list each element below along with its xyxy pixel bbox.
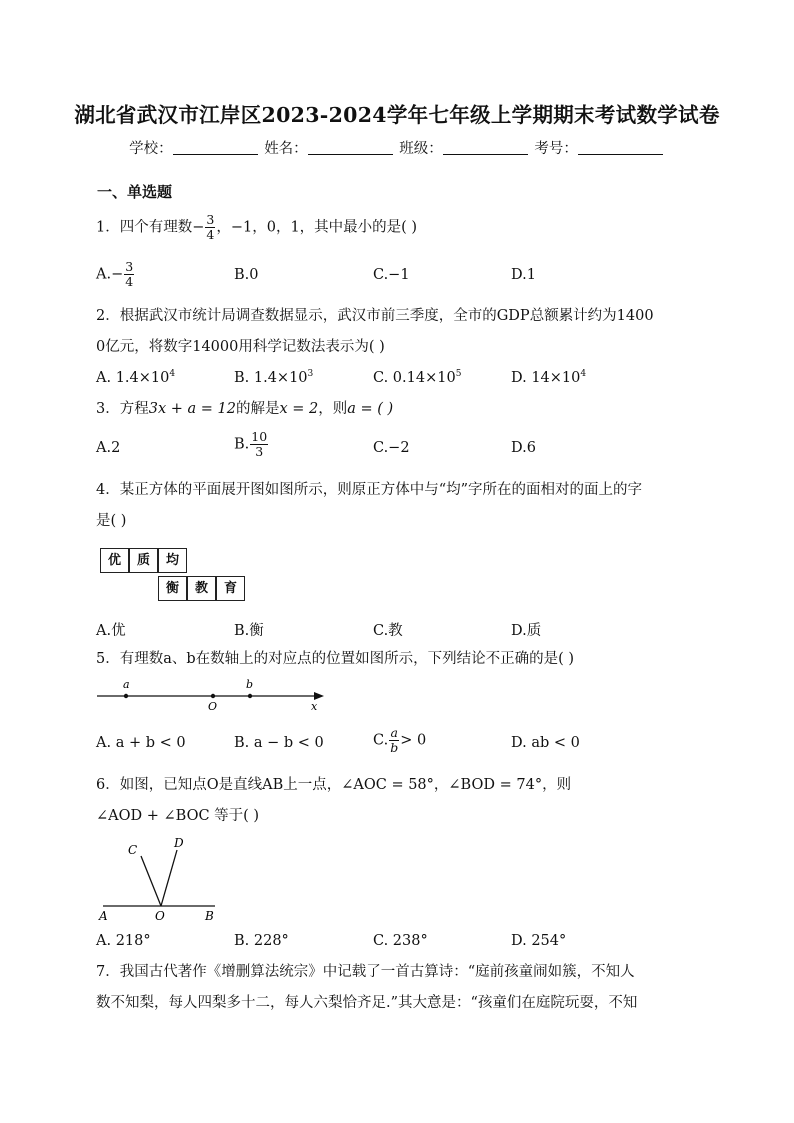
q2-option-a[interactable] — [96, 370, 175, 386]
net-cell-5: 教 — [187, 576, 216, 601]
q4-option-c[interactable]: C.教 — [373, 623, 403, 639]
q2-opt-c-base: C. 0.14×10 — [373, 370, 456, 386]
q1-option-c[interactable]: C.−1 — [373, 267, 410, 283]
q5-option-b[interactable]: B. a − b < 0 — [234, 735, 324, 751]
q2-option-b[interactable] — [234, 370, 313, 386]
q6-option-b[interactable]: B. 228° — [234, 933, 289, 949]
net-cell-6: 育 — [216, 576, 245, 601]
q2-opt-c-exp: 5 — [455, 369, 462, 379]
q1-neg: − — [192, 219, 205, 236]
q6-option-c[interactable]: C. 238° — [373, 933, 428, 949]
q3-equation: 3x + a = 12 — [148, 401, 236, 417]
label-a-point: A — [99, 909, 108, 923]
q4-option-a[interactable]: A.优 — [96, 623, 126, 639]
q1-option-d[interactable]: D.1 — [511, 267, 536, 283]
q5-option-d[interactable]: D. ab < 0 — [511, 735, 580, 751]
id-blank[interactable] — [578, 140, 663, 155]
net-cell-3: 均 — [158, 548, 187, 573]
question-7-line-2: 数不知梨，每人四梨多十二，每人六梨恰齐足.”其大意是：“孩童们在庭院玩耍，不知 — [96, 995, 638, 1011]
label-c: C — [128, 843, 138, 857]
point-o — [211, 694, 215, 698]
q2-option-d[interactable] — [511, 370, 586, 386]
net-cell-4: 衡 — [158, 576, 187, 601]
angle-figure — [95, 834, 225, 924]
net-cell-1: 优 — [100, 548, 129, 573]
q4-option-b[interactable]: B.衡 — [234, 623, 264, 639]
q3-text-b: ，则 — [318, 401, 348, 417]
school-blank[interactable] — [173, 140, 258, 155]
q1-opt-a-neg: − — [111, 266, 124, 283]
question-3 — [96, 399, 393, 419]
q3-option-b[interactable] — [234, 430, 269, 459]
section-title: 一、单选题 — [97, 183, 173, 201]
name-blank[interactable] — [308, 140, 393, 155]
q3-option-a[interactable]: A.2 — [96, 440, 121, 456]
q3-opt-b-fraction — [250, 430, 268, 459]
q1-text-b: ，−1，0，1，其中最小的是( ) — [216, 219, 418, 236]
question-2-line-1: 2．根据武汉市统计局调查数据显示，武汉市前三季度，全市的GDP总额累计约为1400 — [96, 308, 654, 324]
question-1 — [96, 213, 417, 242]
label-b: b — [246, 678, 254, 691]
q2-opt-d-base: D. 14×10 — [511, 370, 581, 386]
point-b — [248, 694, 252, 698]
q2-opt-a-exp: 4 — [169, 369, 176, 379]
label-x: x — [311, 700, 318, 712]
question-6-line-2: ∠AOD + ∠BOC 等于( ) — [96, 808, 260, 824]
q3-number: 3．方程 — [96, 401, 149, 417]
question-6-line-1: 6．如图，已知点O是直线AB上一点，∠AOC = 58°，∠BOD = 74°，则 — [96, 777, 572, 793]
q1-number: 1． — [96, 219, 120, 236]
q5-opt-c-den: b — [390, 740, 399, 755]
q6-option-d[interactable]: D. 254° — [511, 933, 567, 949]
class-label: 班级： — [399, 141, 443, 157]
q5-option-c[interactable] — [373, 726, 426, 755]
q3-solution: x = 2 — [279, 401, 319, 417]
question-7-line-1: 7．我国古代著作《增删算法统宗》中记载了一首古算诗：“庭前孩童闹如簇，不知人 — [96, 964, 635, 980]
q1-frac-num: 3 — [206, 212, 215, 227]
q3-option-c[interactable]: C.−2 — [373, 440, 410, 456]
q1-opt-a-label: A. — [96, 266, 112, 283]
label-o: O — [208, 700, 218, 712]
q2-opt-b-exp: 3 — [307, 369, 314, 379]
q1-opt-a-den: 4 — [125, 274, 134, 289]
q5-opt-c-fraction — [389, 726, 399, 755]
q2-opt-a-base: A. 1.4×10 — [96, 370, 170, 386]
q1-text-a: 四个有理数 — [119, 219, 193, 236]
page-title: 湖北省武汉市江岸区2023-2024学年七年级上学期期末考试数学试卷 — [74, 103, 720, 127]
q5-opt-c-tail: > 0 — [400, 732, 427, 749]
question-5: 5．有理数a、b在数轴上的对应点的位置如图所示，下列结论不正确的是( ) — [96, 651, 575, 667]
q3-option-d[interactable]: D.6 — [511, 440, 536, 456]
q1-frac-den: 4 — [206, 227, 215, 242]
class-blank[interactable] — [443, 140, 528, 155]
q1-opt-a-num: 3 — [125, 259, 134, 274]
q5-opt-c-label: C. — [373, 732, 389, 749]
number-line-arrow — [314, 692, 324, 700]
label-d: D — [174, 836, 184, 850]
q5-option-a[interactable]: A. a + b < 0 — [96, 735, 186, 751]
student-info-line — [0, 137, 794, 158]
q1-opt-a-fraction — [124, 260, 134, 289]
q2-opt-d-exp: 4 — [580, 369, 587, 379]
q6-option-a[interactable]: A. 218° — [96, 933, 151, 949]
q4-option-d[interactable]: D.质 — [511, 623, 542, 639]
q5-opt-c-num: a — [390, 725, 398, 740]
label-o-point: O — [155, 909, 165, 923]
school-label: 学校： — [129, 141, 173, 157]
id-label: 考号： — [534, 141, 578, 157]
q1-option-b[interactable]: B.0 — [234, 267, 259, 283]
q2-option-c[interactable] — [373, 370, 461, 386]
net-cell-2: 质 — [129, 548, 158, 573]
point-a — [124, 694, 128, 698]
q3-opt-b-label: B. — [234, 436, 250, 453]
ray-oc — [141, 856, 161, 906]
question-2-line-2: 0亿元，将数字14000用科学记数法表示为( ) — [96, 339, 385, 355]
q3-opt-b-num: 10 — [251, 429, 268, 444]
q3-opt-b-den: 3 — [255, 444, 264, 459]
q2-opt-b-base: B. 1.4×10 — [234, 370, 308, 386]
label-b-point: B — [205, 909, 214, 923]
ray-od — [161, 850, 177, 906]
number-line-figure — [95, 676, 330, 712]
label-a: a — [123, 678, 130, 691]
question-4-line-1: 4．某正方体的平面展开图如图所示，则原正方体中与“均”字所在的面相对的面上的字 — [96, 482, 643, 498]
question-4-line-2: 是( ) — [96, 513, 127, 529]
q3-text-a: 的解是 — [235, 401, 280, 417]
q1-option-a[interactable] — [96, 260, 135, 289]
q1-fraction — [205, 213, 215, 242]
name-label: 姓名： — [264, 141, 308, 157]
q3-ask: a = ( ) — [347, 401, 394, 417]
